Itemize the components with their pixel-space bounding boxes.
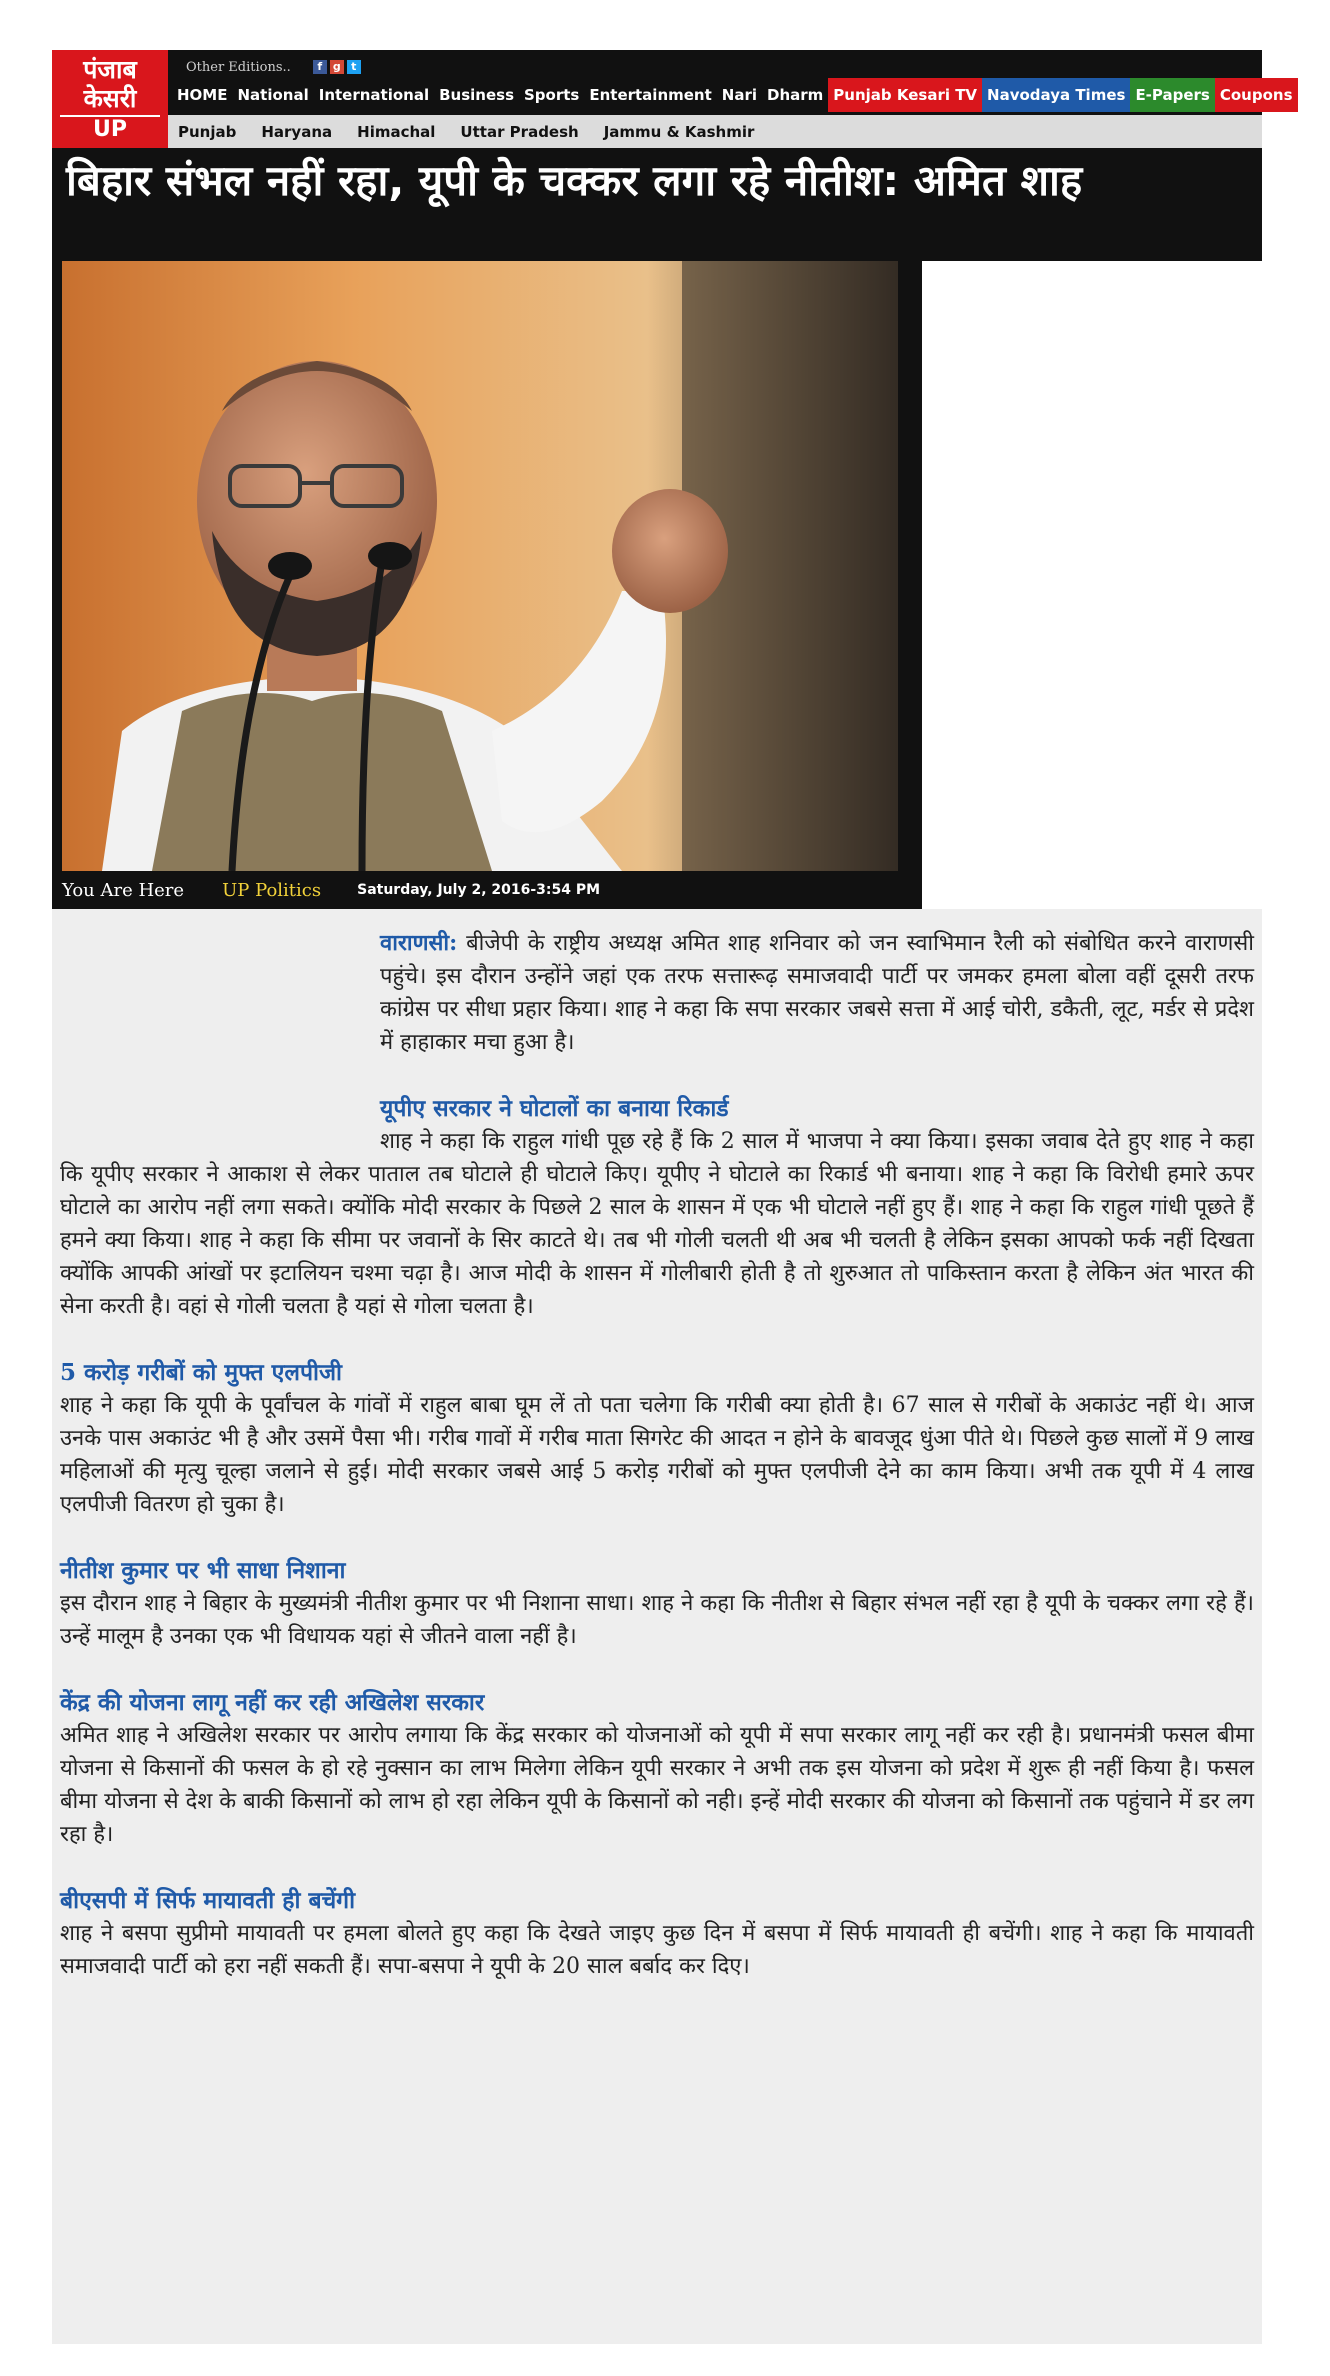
nav-business[interactable]: Business: [439, 86, 514, 104]
sub-nav: [168, 115, 1262, 148]
facebook-icon[interactable]: f: [313, 60, 327, 74]
article-body: [52, 909, 1262, 2344]
section-heading: केंद्र की योजना लागू नहीं कर रही अखिलेश सरकार: [60, 1689, 485, 1716]
section-text: अमित शाह ने अखिलेश सरकार पर आरोप लगाया कि केंद्र सरकार को योजनाओं को यूपी में सपा सरकार लागू नहीं कर रही है। प्रधानमंत्री फसल बीमा योजना से किसानों की फसल के हो रहे नुक्सान का लाभ मिलेगा लेकिन यूपी सरकार ने अभी तक इस योजना को प्रदेश में शुरू ही नहीं किया है। फसल बीमा योजना से देश के बाकी किसानों को लाभ हो रहा लेकिन यूपी के किसानों को नही। इन्हें मोदी सरकार की योजना को किसानों तक पहुंचाने में डर लग रहा है।: [60, 1723, 1254, 1847]
intro-text: बीजेपी के राष्ट्रीय अध्यक्ष अमित शाह शनिवार को जन स्वाभिमान रैली को संबोधित करने वाराणसी पहुंचे। इस दौरान उन्होंने जहां एक तरफ सत्तारूढ़ समाजवादी पार्टी पर जमकर हमला बोला वहीं दूसरी तरफ कांग्रेस पर सीधा प्रहार किया। शाह ने कहा कि सपा सरकार जबसे सत्ता में आई चोरी, डकैती, लूट, मर्डर से प्रदेश में हाहाकार मचा हुआ है।: [380, 931, 1254, 1055]
section-text: शाह ने बसपा सुप्रीमो मायावती पर हमला बोलते हुए कहा कि देखते जाइए कुछ दिन में बसपा में सिर्फ मायावती ही बचेंगी। शाह ने कहा कि मायावती समाजवादी पार्टी को हरा नहीं सकती हैं। सपा-बसपा ने यूपी के 20 साल बर्बाद कर दिए।: [60, 1921, 1254, 1979]
subnav-himachal[interactable]: Himachal: [357, 122, 436, 141]
nav-dharm[interactable]: Dharm: [767, 86, 824, 104]
you-are-here-label: You Are Here: [62, 879, 185, 901]
nav-navodaya-times[interactable]: Navodaya Times: [982, 78, 1130, 112]
subnav-punjab[interactable]: Punjab: [178, 122, 237, 141]
nav-sports[interactable]: Sports: [524, 86, 580, 104]
section-heading: यूपीए सरकार ने घोटालों का बनाया रिकार्ड: [380, 1095, 729, 1122]
headline-box: [52, 148, 1262, 261]
lead-image-block: [52, 261, 922, 909]
breadcrumb-up-politics[interactable]: UP Politics: [222, 879, 322, 901]
nav-home[interactable]: HOME: [177, 86, 228, 104]
nav-entertainment[interactable]: Entertainment: [589, 86, 712, 104]
breadcrumb-bar: [52, 871, 922, 909]
section-heading: नीतीश कुमार पर भी साधा निशाना: [60, 1557, 346, 1584]
logo-line-2: केसरी: [83, 84, 137, 113]
twitter-icon[interactable]: t: [347, 60, 361, 74]
nav-national[interactable]: National: [237, 86, 309, 104]
nav-international[interactable]: International: [318, 86, 430, 104]
nav-e-papers[interactable]: E-Papers: [1130, 78, 1214, 112]
google-plus-icon[interactable]: g: [330, 60, 344, 74]
social-links: [313, 60, 364, 74]
intro-paragraph: [380, 927, 1254, 1059]
publish-date: Saturday, July 2, 2016-3:54 PM: [357, 882, 601, 898]
nav-coupons[interactable]: Coupons: [1215, 78, 1298, 112]
lead-photo: [62, 261, 898, 871]
section-text: शाह ने कहा कि यूपी के पूर्वांचल के गांवों में राहुल बाबा घूम लें तो पता चलेगा कि गरीबी क्या होती है। 67 साल से गरीबों के अकाउंट नहीं थे। आज उनके पास अकाउंट भी है और उसमें पैसा भी। गरीब गावों में गरीब माता सिगरेट की आदत न होने के बावजूद धुंआ पीते थे। पिछले कुछ सालों में 9 लाख महिलाओं की मृत्यु चूल्हा जलाने से हुई। मोदी सरकार जबसे आई 5 करोड़ गरीबों को मुफ्त एलपीजी देने का काम किया। अभी तक यूपी में 4 लाख एलपीजी वितरण हो चुका है।: [60, 1393, 1254, 1517]
header-top-bar: [186, 55, 364, 79]
subnav-haryana[interactable]: Haryana: [261, 122, 333, 141]
logo-line-1: पंजाब: [83, 55, 137, 84]
other-editions-link[interactable]: Other Editions..: [186, 59, 291, 75]
subnav-uttar-pradesh[interactable]: Uttar Pradesh: [460, 122, 579, 141]
nav-nari[interactable]: Nari: [721, 86, 757, 104]
section-text: शाह ने कहा कि राहुल गांधी पूछ रहे हैं कि 2 साल में भाजपा ने क्या किया। इसका जवाब देते हुए शाह ने कहा कि यूपीए सरकार ने आकाश से लेकर पाताल तब घोटाले ही घोटाले किए। यूपीए ने घोटाले का रिकार्ड भी बनाया। शाह ने कहा कि विरोधी हमारे ऊपर घोटाले का आरोप नहीं लगा सकते। क्योंकि मोदी सरकार के पिछले 2 साल के शासन में एक भी घोटाले नहीं हुए हैं। शाह ने कहा कि राहुल गांधी पूछते हैं हमने क्या किया। शाह ने कहा कि सीमा पर जवानों के सिर काटते थे। तब भी गोली चलती थी अब भी चलती है लेकिन इसका आपको फर्क नहीं दिखता क्योंकि आपकी आंखों पर इटालियन चश्मा चढ़ा है। आज मोदी के शासन में गोलीबारी होती है तो शुरुआत तो पाकिस्तान करता है लेकिन अंत भारत की सेना करती है। वहां से गोली चलता है यहां से गोला चलता है।: [60, 1129, 1254, 1319]
nav-punjab-kesari-tv[interactable]: Punjab Kesari TV: [828, 78, 982, 112]
main-nav: [172, 78, 1298, 112]
subnav-jammu-kashmir[interactable]: Jammu & Kashmir: [603, 122, 755, 141]
site-header: [52, 50, 1293, 148]
section-heading: 5 करोड़ गरीबों को मुफ्त एलपीजी: [60, 1359, 343, 1386]
section-text: इस दौरान शाह ने बिहार के मुख्यमंत्री नीतीश कुमार पर भी निशाना साधा। शाह ने कहा कि नीतीश से बिहार संभल नहीं रहा है यूपी के चक्कर लगा रहे हैं। उन्हें मालूम है उनका एक भी विधायक यहां से जीतने वाला नहीं है।: [60, 1591, 1254, 1649]
section-heading: बीएसपी में सिर्फ मायावती ही बचेंगी: [60, 1887, 356, 1914]
site-logo[interactable]: [52, 50, 168, 148]
logo-line-3: UP: [60, 115, 160, 143]
page: [52, 50, 1293, 2344]
dateline-city: वाराणसी:: [380, 930, 458, 956]
headline: बिहार संभल नहीं रहा, यूपी के चक्कर लगा रहे नीतीश: अमित शाह: [66, 156, 1083, 205]
